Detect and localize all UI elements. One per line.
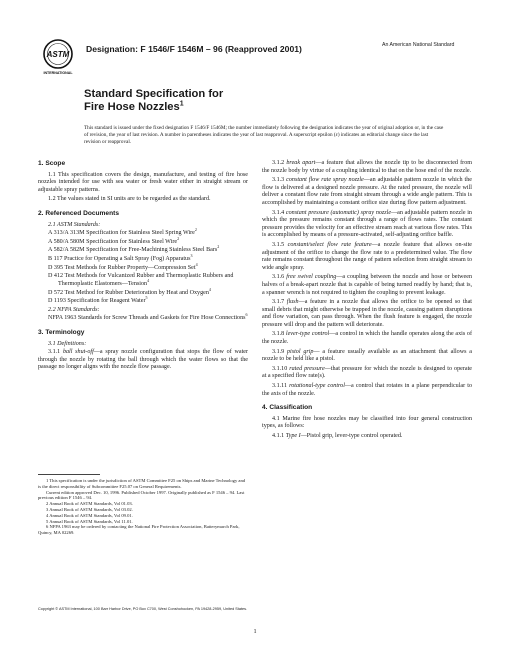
definition-3-1-8: 3.1.8 lever-type control—a control in which the handle operates along the axis of the nozzle. xyxy=(262,331,472,346)
title-line-1: Standard Specification for xyxy=(84,88,224,100)
reference-item: D 572 Test Method for Rubber Deterioration by Heat and Oxygen$^4$ xyxy=(48,286,211,296)
logo-letters: ASTM xyxy=(46,50,70,59)
definition-3-1-1: 3.1.1 ball shut-off—a spray nozzle configuration that stops the flow of water through the nozzle by rotating the ball through which the water flows so that the passage no longer aligns with the nozzle flow passage. xyxy=(38,349,249,371)
reference-item: A 580/A 580M Specification for Stainless Steel Wire$^2$ xyxy=(48,235,180,245)
paragraph-4-1: 4.1 Marine fire hose nozzles may be classified into four general construction types, as follows: xyxy=(262,415,472,430)
footnote: 5 Annual Book of ASTM Standards, Vol 11.01. xyxy=(46,518,133,524)
definition-3-1-7: 3.1.7 flush—a feature in a nozzle that allows the orifice to be opened so that small debris that might otherwise be trapped in the nozzle, causing pattern disruptions and flow variation, can pass through. When the flush feature is engaged, the nozzle pressure will drop and the pattern will deteriorate. xyxy=(262,299,472,328)
copyright-line: Copyright © ASTM International, 100 Barr Harbor Drive, PO Box C700, West Conshohocken, PA 19428-2959, United States. xyxy=(38,607,248,611)
subheading-nfpa-standards: 2.2 NFPA Standards: xyxy=(48,306,100,313)
footnote: 1 This specification is under the jurisdiction of ASTM Committee F25 on Ships and Marine Technology and is the direct responsibility of Subcommittee F25.07 on General Requirements. xyxy=(38,478,246,489)
title-footnote-mark: 1 xyxy=(179,100,184,108)
definition-3-1-11: 3.1.11 rotational-type control—a control that rotates in a plane perpendicular to the axis of the nozzle. xyxy=(262,383,472,397)
footnote: 2 Annual Book of ASTM Standards, Vol 01.03. xyxy=(46,501,133,507)
definition-3-1-10: 3.1.10 rated pressure—that pressure for which the nozzle is designed to operate at a specified flow rate(s). xyxy=(262,365,472,380)
subheading-astm-standards: 2.1 ASTM Standards: xyxy=(48,221,101,228)
reference-item: NFPA 1963 Standards for Screw Threads and Gaskets for Fire Hose Connections$^6$ xyxy=(48,312,248,322)
definition-3-1-5: 3.1.5 constant/select flow rate feature—a nozzle feature that allows on-site adjustment of the orifice to change the flow rate to a predetermined value. The flow rate remains constant throughout the range of pattern selection from straight stream to wide angle spray. xyxy=(262,241,472,271)
paragraph-4-1-1: 4.1.1 Type I—Pistol grip, lever-type control operated. xyxy=(272,433,403,439)
footnotes xyxy=(38,478,248,536)
reference-item: D 395 Test Methods for Rubber Property—Compression Set$^4$ xyxy=(48,261,198,271)
reference-item: A 582/A 582M Specification for Free-Machining Stainless Steel Bars$^2$ xyxy=(48,244,220,254)
section-heading-terminology: 3. Terminology xyxy=(38,328,85,336)
astm-logo xyxy=(38,36,78,76)
reference-item: B 117 Practice for Operating a Salt Spray (Fog) Apparatus$^3$ xyxy=(48,253,193,263)
footnote: 3 Annual Book of ASTM Standards, Vol 03.02. xyxy=(46,506,133,512)
definition-3-1-2: 3.1.2 break apart—a feature that allows the nozzle tip to be disconnected from the nozzle body by virtue of a coupling identical to that on the hose end of the nozzle. xyxy=(262,160,472,174)
document-title xyxy=(84,88,384,114)
title-line-2: Fire Hose Nozzles xyxy=(84,101,180,113)
left-column xyxy=(38,160,248,374)
page-number: 1 xyxy=(253,628,257,635)
designation: Designation: F 1546/F 1546M – 96 (Reapproved 2001) xyxy=(86,44,302,54)
footnote: Current edition approved Dec. 10, 1996. Published October 1997. Originally published as F 1546 – 94. Last previous edition F 1546 – 94. xyxy=(38,489,245,501)
section-heading-classification: 4. Classification xyxy=(262,404,313,412)
definition-3-1-3: 3.1.3 constant flow rate spray nozzle—an adjustable pattern nozzle in which the flow is delivered at a designed nozzle pressure. At the rated pressure, the nozzle will deliver a constant flow rate from straight stream through a wide angle pattern. This is accomplished by maintaining a constant orifice size during flow pattern adjustment. xyxy=(262,177,472,206)
footnote: 6 NFPA 1963 may be ordered by contacting the National Fire Protection Association, Batterymarch Park, Quincy, MA 02269. xyxy=(38,524,240,536)
reference-item: D 412 Test Methods for Vulcanized Rubber and Thermoplastic Rubbers and Thermoplastic Elastomers—Tension$^4$ xyxy=(48,273,234,287)
logo-caption: INTERNATIONAL xyxy=(43,71,73,75)
footnote: 4 Annual Book of ASTM Standards, Vol 09.01. xyxy=(46,512,133,518)
definition-3-1-4: 3.1.4 constant pressure (automatic) spray nozzle—an adjustable pattern nozzle in which the pressure remains constant through a range of flows rates. The constant pressure provides the velocity for an effective stream reach at various flow rates. This is accomplished by means of a pressure-activated, self-adjusting orifice baffle. xyxy=(262,209,472,239)
subheading-definitions: 3.1 Definitions: xyxy=(48,340,87,347)
right-column xyxy=(262,160,472,443)
org-label: An American National Standard xyxy=(382,42,455,48)
reference-item: D 1193 Specification for Reagent Water$^5$ xyxy=(48,295,148,305)
paragraph-1-1: 1.1 This specification covers the design, manufacture, and testing of fire hose nozzles intended for use with sea water or fresh water either in straight stream or adjustable spray patterns. xyxy=(38,171,248,193)
paragraph-1-2: 1.2 The values stated in SI units are to be regarded as the standard. xyxy=(48,196,211,203)
issuance-note: This standard is issued under the fixed designation F 1546/F 1546M; the number immediately following the designation indicates the year of original adoption or, in the case of revision, the year of last revision. A number in parentheses indicates the year of last reapproval. A superscript epsilon (ε) indicates an editorial change since the last revision or reapproval. xyxy=(84,125,444,145)
section-heading-scope: 1. Scope xyxy=(38,160,66,167)
definition-3-1-9: 3.1.9 pistol grip— a feature usually available as an attachment that allows a nozzle to be held like a pistol. xyxy=(262,348,472,363)
definition-3-1-6: 3.1.6 free swivel coupling—a coupling between the nozzle and hose or between halves of a break-apart nozzle that is capable of being turned readily by hand; that is, a spanner wrench is not required to tighten the coupling to prevent leakage. xyxy=(262,274,472,296)
reference-item: A 313/A 313M Specification for Stainless Steel Spring Wire$^2$ xyxy=(48,227,197,237)
section-heading-referenced-documents: 2. Referenced Documents xyxy=(38,209,119,217)
footnote-rule xyxy=(38,474,100,475)
